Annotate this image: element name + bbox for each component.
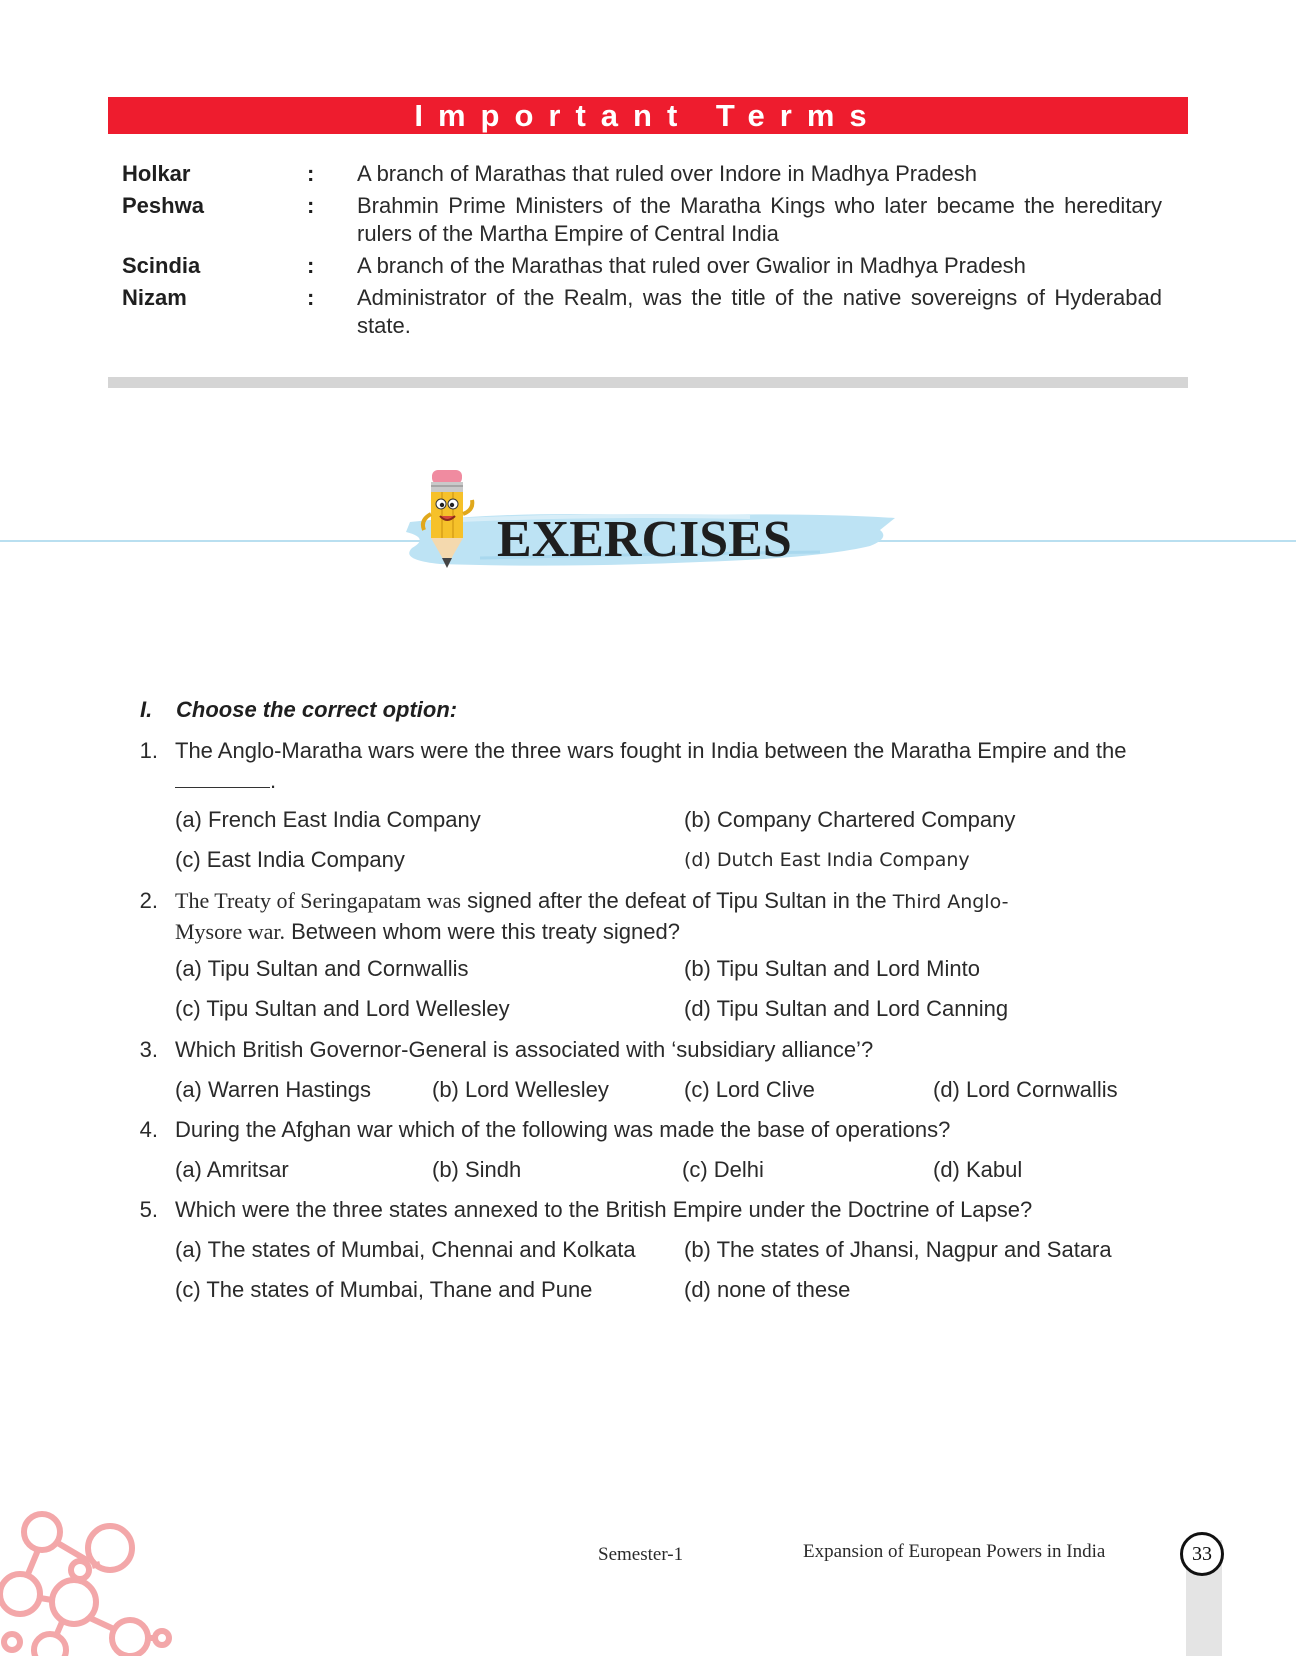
term-colon: :: [307, 253, 315, 278]
page-number: 33: [1180, 1532, 1224, 1576]
question-text: Which were the three states annexed to the British Empire under the Doctrine of Lapse?: [175, 1197, 1033, 1222]
question-stem-part2: signed after the defeat of Tipu Sultan in the: [467, 888, 887, 913]
option-4a: (a) Amritsar: [175, 1157, 289, 1182]
term-row-peshwa: [122, 192, 1162, 248]
term-name: Nizam: [122, 285, 187, 310]
option-4b: (b) Sindh: [432, 1157, 522, 1182]
term-row-nizam: [122, 284, 1162, 340]
term-definition: A branch of Marathas that ruled over Indore in Madhya Pradesh: [357, 161, 978, 186]
option-5c: (c) The states of Mumbai, Thane and Pune: [175, 1277, 593, 1302]
term-colon: :: [307, 285, 315, 310]
question-number: 4.: [139, 1117, 158, 1142]
option-3d: (d) Lord Cornwallis: [933, 1077, 1118, 1102]
question-stem-part4: Mysore war.: [175, 919, 285, 944]
pencil-mascot-icon: [418, 466, 478, 574]
option-5a: (a) The states of Mumbai, Chennai and Kolkata: [175, 1237, 636, 1262]
term-colon: :: [307, 161, 315, 186]
question-2: [128, 886, 1190, 947]
option-2b: (b) Tipu Sultan and Lord Minto: [684, 956, 980, 981]
term-name: Peshwa: [122, 193, 204, 218]
term-colon: :: [307, 193, 315, 218]
question-stem-part3: Third Anglo-: [892, 891, 1009, 913]
option-4d: (d) Kabul: [933, 1157, 1023, 1182]
question-text: [175, 736, 1190, 796]
question-number: 5.: [139, 1197, 158, 1222]
answer-blank: [175, 768, 270, 788]
footer-chapter-title: Expansion of European Powers in India: [803, 1541, 1106, 1562]
section-heading: [140, 697, 457, 723]
option-5b: (b) The states of Jhansi, Nagpur and Satara: [684, 1237, 1112, 1262]
question-4: [128, 1115, 1190, 1145]
exercises-title: EXERCISES: [497, 511, 792, 568]
question-number: 3.: [139, 1037, 158, 1062]
term-row-scindia: [122, 252, 1162, 280]
option-2a: (a) Tipu Sultan and Cornwallis: [175, 956, 469, 981]
option-1b: (b) Company Chartered Company: [684, 807, 1016, 832]
term-name: Scindia: [122, 253, 201, 278]
option-2c: (c) Tipu Sultan and Lord Wellesley: [175, 996, 510, 1021]
question-text: Which British Governor-General is associated with ‘subsidiary alliance’?: [175, 1037, 874, 1062]
important-terms-heading: Important Terms: [108, 97, 1188, 134]
term-name: Holkar: [122, 161, 191, 186]
option-1c: (c) East India Company: [175, 847, 405, 872]
option-4c: (c) Delhi: [682, 1157, 764, 1182]
section-number: I.: [140, 697, 153, 722]
option-5d: (d) none of these: [684, 1277, 851, 1302]
question-3: [128, 1035, 1190, 1065]
option-3a: (a) Warren Hastings: [175, 1077, 372, 1102]
footer-semester: Semester-1: [598, 1544, 684, 1565]
question-text: [175, 886, 1190, 947]
term-definition: Administrator of the Realm, was the title of the native sovereigns of Hyderabad state.: [357, 285, 1162, 338]
term-row-holkar: [122, 160, 1162, 188]
molecule-decoration-icon: [0, 1510, 180, 1656]
question-stem: The Anglo-Maratha wars were the three wars fought in India between the Maratha Empire and the: [175, 738, 1127, 763]
section-divider: [108, 377, 1188, 388]
section-title: Choose the correct option:: [176, 697, 458, 722]
question-stem-part1: The Treaty of Seringapatam was: [175, 888, 461, 913]
option-3b: (b) Lord Wellesley: [432, 1077, 609, 1102]
question-stem-part5: Between whom were this treaty signed?: [291, 919, 680, 944]
term-definition: Brahmin Prime Ministers of the Maratha Kings who later became the hereditary rulers of the Martha Empire of Central India: [357, 193, 1162, 246]
option-2d: (d) Tipu Sultan and Lord Canning: [684, 996, 1009, 1021]
option-1a: (a) French East India Company: [175, 807, 481, 832]
question-number: 1.: [139, 738, 158, 763]
terms-list: [122, 160, 1162, 344]
question-1: [128, 736, 1190, 796]
question-tail: .: [270, 768, 277, 793]
option-3c: (c) Lord Clive: [684, 1077, 815, 1102]
question-5: [128, 1195, 1190, 1225]
option-1d: (d) Dutch East India Company: [684, 849, 970, 871]
term-definition: A branch of the Marathas that ruled over Gwalior in Madhya Pradesh: [357, 253, 1026, 278]
question-number: 2.: [139, 888, 158, 913]
question-text: During the Afghan war which of the following was made the base of operations?: [175, 1117, 951, 1142]
